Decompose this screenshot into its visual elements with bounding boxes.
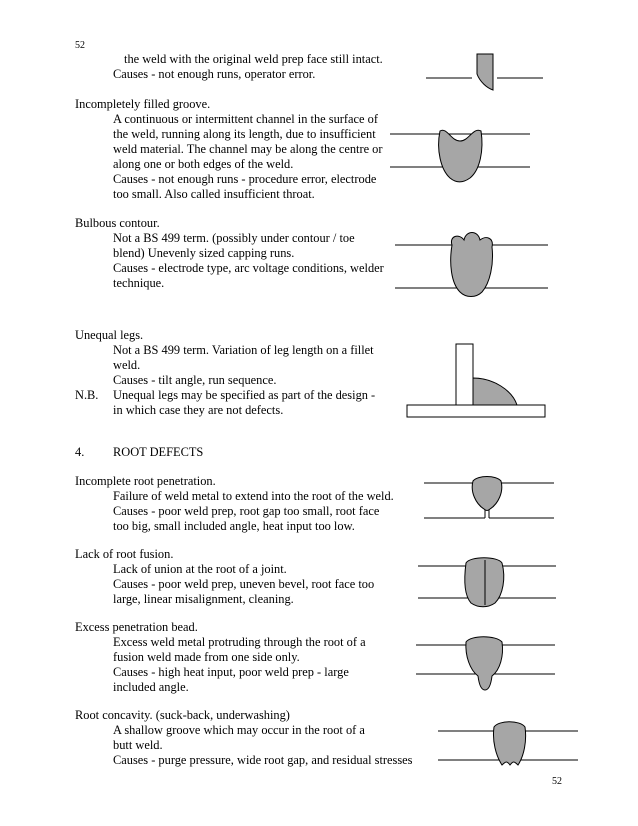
weld-diagram-incomplete-fusion <box>426 54 543 90</box>
lack-root-fusion-line: Causes - poor weld prep, uneven bevel, root face too <box>113 577 375 591</box>
nb-label: N.B. <box>75 388 99 402</box>
nb-line: in which case they are not defects. <box>113 403 284 417</box>
nb-line: Unequal legs may be specified as part of the design - <box>113 388 376 402</box>
weld-diagram-lack-of-root-fusion <box>418 558 556 607</box>
page-number-top: 52 <box>75 40 85 51</box>
incomplete-root-line: too big, small included angle, heat input too low. <box>113 519 355 533</box>
incomplete-groove-title: Incompletely filled groove. <box>75 97 211 111</box>
unequal-legs-line: Not a BS 499 term. Variation of leg length on a fillet <box>113 343 374 357</box>
bulbous-line: technique. <box>113 276 165 290</box>
section-heading: ROOT DEFECTS <box>113 445 204 459</box>
weld-diagram-root-concavity <box>438 722 578 765</box>
bulbous-title: Bulbous contour. <box>75 216 160 230</box>
weld-diagram-incomplete-root-penetration <box>424 477 554 519</box>
weld-diagram-excess-penetration <box>416 637 555 690</box>
excess-penetration-line: Excess weld metal protruding through the root of a <box>113 635 366 649</box>
incomplete-root-line: Causes - poor weld prep, root gap too small, root face <box>113 504 380 518</box>
root-concavity-line: Causes - purge pressure, wide root gap, and residual stresses <box>113 753 413 767</box>
unequal-legs-title: Unequal legs. <box>75 328 144 342</box>
incomplete-groove-line: too small. Also called insufficient throat. <box>113 187 315 201</box>
page-number-bottom: 52 <box>552 776 562 787</box>
root-concavity-line: A shallow groove which may occur in the root of a <box>113 723 365 737</box>
excess-penetration-line: included angle. <box>113 680 189 694</box>
root-concavity-line: butt weld. <box>113 738 163 752</box>
incomplete-groove-line: the weld, running along its length, due to insufficient <box>113 127 376 141</box>
excess-penetration-line: fusion weld made from one side only. <box>113 650 300 664</box>
lack-root-fusion-title: Lack of root fusion. <box>75 547 174 561</box>
cont-line: the weld with the original weld prep face still intact. <box>124 52 383 66</box>
excess-penetration-line: Causes - high heat input, poor weld prep - large <box>113 665 349 679</box>
weld-diagram-bulbous-contour <box>395 233 548 297</box>
cont-causes: Causes - not enough runs, operator error. <box>113 67 316 81</box>
incomplete-groove-line: Causes - not enough runs - procedure error, electrode <box>113 172 377 186</box>
unequal-legs-line: weld. <box>113 358 141 372</box>
bulbous-line: Not a BS 499 term. (possibly under contour / toe <box>113 231 355 245</box>
incomplete-groove-line: A continuous or intermittent channel in the surface of <box>113 112 378 126</box>
bulbous-line: blend) Unevenly sized capping runs. <box>113 246 295 260</box>
weld-diagram-incompletely-filled-groove <box>390 130 530 181</box>
incomplete-root-line: Failure of weld metal to extend into the root of the weld. <box>113 489 394 503</box>
root-concavity-title: Root concavity. (suck-back, underwashing) <box>75 708 290 722</box>
weld-diagram-unequal-legs <box>407 344 545 417</box>
bulbous-line: Causes - electrode type, arc voltage conditions, welder <box>113 261 384 275</box>
lack-root-fusion-line: large, linear misalignment, cleaning. <box>113 592 294 606</box>
incomplete-groove-line: along one or both edges of the weld. <box>113 157 294 171</box>
unequal-legs-line: Causes - tilt angle, run sequence. <box>113 373 277 387</box>
section-number: 4. <box>75 445 85 459</box>
excess-penetration-title: Excess penetration bead. <box>75 620 198 634</box>
incomplete-groove-line: weld material. The channel may be along the centre or <box>113 142 383 156</box>
incomplete-root-title: Incomplete root penetration. <box>75 474 216 488</box>
lack-root-fusion-line: Lack of union at the root of a joint. <box>113 562 287 576</box>
